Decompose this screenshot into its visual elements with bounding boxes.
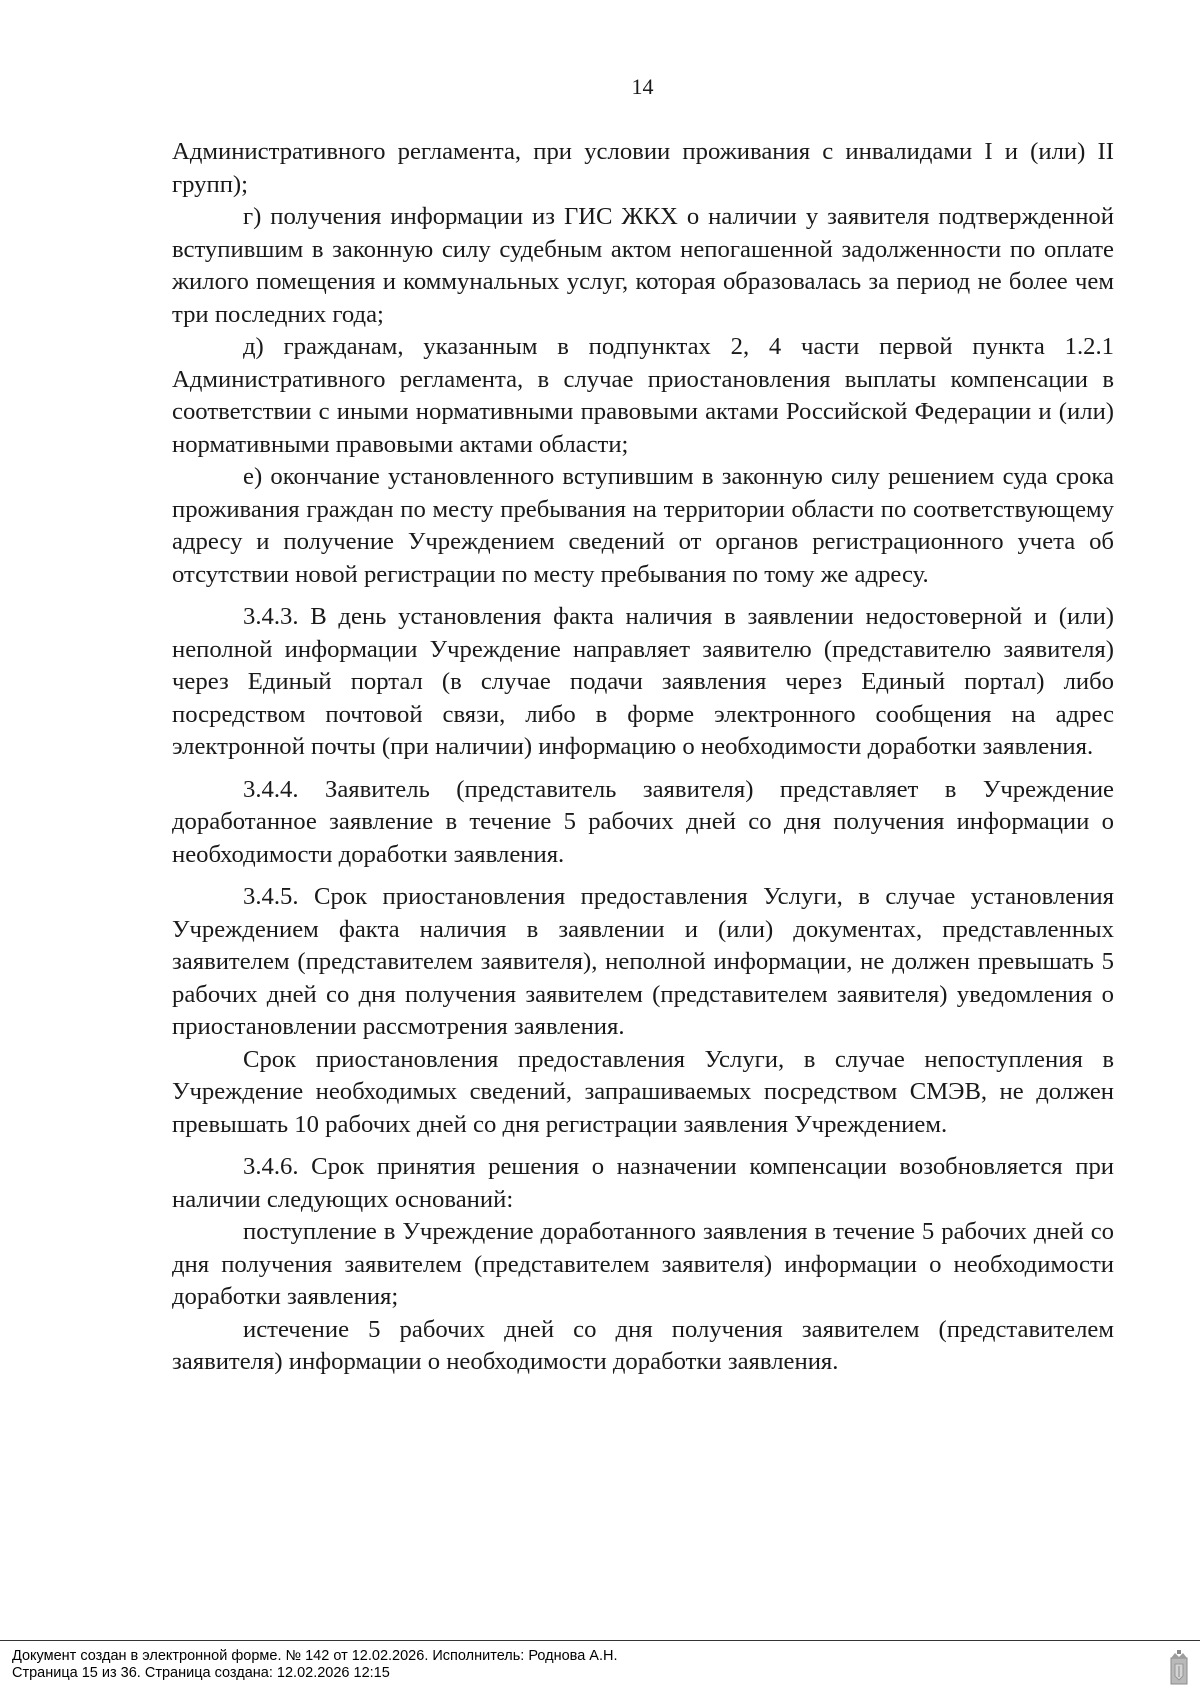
paragraph: Срок приостановления предоставления Услуги, в случае непоступления в Учреждение необходимых сведений, запрашиваемых посредством СМЭВ, не должен превышать 10 рабочих дней со дня регистрации заявления Учреждением. [172, 1045, 1114, 1138]
paragraph: г) получения информации из ГИС ЖКХ о наличии у заявителя подтвержденной вступившим в законную силу судебным актом непогашенной задолженности по оплате жилого помещения и коммунальных услуг, которая образовалась за период не более чем три последних года; [172, 203, 1114, 328]
footer-line-1: Документ создан в электронной форме. № 142 от 12.02.2026. Исполнитель: Роднова А.Н. [12, 1648, 618, 1664]
footer-line-2: Страница 15 из 36. Страница создана: 12.02.2026 12:15 [12, 1665, 390, 1681]
paragraph: поступление в Учреждение доработанного заявления в течение 5 рабочих дней со дня получения заявителем (представителем заявителя) информации о необходимости доработки заявления; [172, 1218, 1114, 1310]
document-body [172, 136, 1114, 1379]
coat-of-arms-icon [1168, 1648, 1190, 1688]
page-number: 14 [631, 74, 654, 99]
footer-divider [0, 1640, 1200, 1641]
paragraph: истечение 5 рабочих дней со дня получения заявителем (представителем заявителя) информации о необходимости доработки заявления. [172, 1315, 1114, 1375]
footer-info [12, 1648, 618, 1682]
paragraph: д) гражданам, указанным в подпунктах 2, 4 части первой пункта 1.2.1 Административного регламента, в случае приостановления выплаты компенсации в соответствии с иными нормативными правовыми актами Российской Федерации и (или) нормативными правовыми актами области; [172, 333, 1114, 458]
paragraph: 3.4.3. В день установления факта наличия в заявлении недостоверной и (или) неполной информации Учреждение направляет заявителю (представителю заявителя) через Единый портал (в случае подачи заявления через Единый портал) либо посредством почтовой связи, либо в форме электронного сообщения на адрес электронной почты (при наличии) информацию о необходимости доработки заявления. [172, 603, 1114, 760]
paragraph: Административного регламента, при условии проживания с инвалидами I и (или) II групп); [172, 138, 1114, 198]
paragraph: е) окончание установленного вступившим в законную силу решением суда срока проживания граждан по месту пребывания на территории области по соответствующему адресу и получение Учреждением сведений от органов регистрационного учета об отсутствии новой регистрации по месту пребывания по тому же адресу. [172, 463, 1114, 588]
paragraph: 3.4.4. Заявитель (представитель заявителя) представляет в Учреждение доработанное заявление в течение 5 рабочих дней со дня получения информации о необходимости доработки заявления. [172, 775, 1114, 868]
paragraph: 3.4.5. Срок приостановления предоставления Услуги, в случае установления Учреждением факта наличия в заявлении и (или) документах, представленных заявителем (представителем заявителя), неполной информации, не должен превышать 5 рабочих дней со дня получения заявителем (представителем заявителя) уведомления о приостановлении рассмотрения заявления. [172, 883, 1114, 1040]
paragraph: 3.4.6. Срок принятия решения о назначении компенсации возобновляется при наличии следующих оснований: [172, 1153, 1114, 1213]
